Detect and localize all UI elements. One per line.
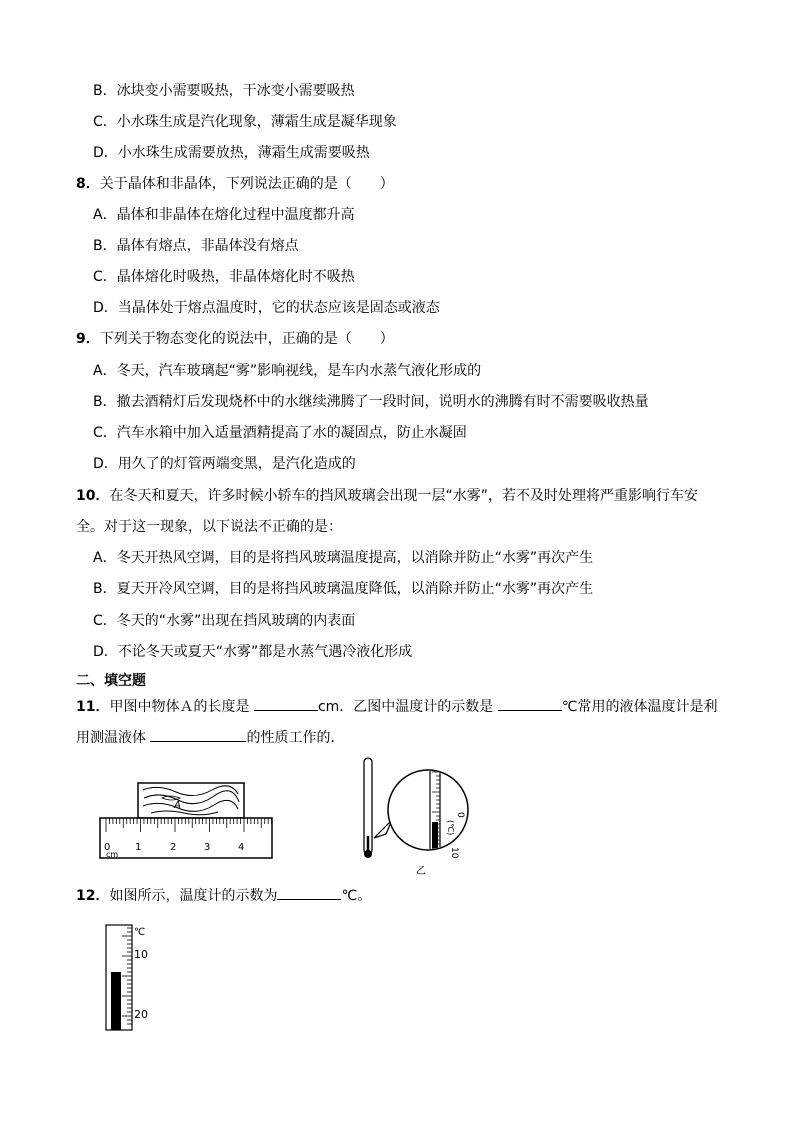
thermo-unit: (℃) — [446, 820, 455, 836]
unit-label: ℃ — [134, 927, 146, 938]
answer-blank-temperature[interactable] — [498, 696, 562, 711]
question-text: 的性质工作的． — [246, 730, 345, 746]
question-text: ℃常用的液体温度计是利 — [561, 699, 718, 715]
thermometer-scale-figure — [92, 920, 172, 1035]
question-stem: 下列关于物态变化的说法中，正确的是（ ） — [99, 331, 394, 347]
question-text: cm．乙图中温度计的示数是 — [317, 699, 498, 715]
answer-blank-reading[interactable] — [277, 885, 341, 900]
question-stem: 关于晶体和非晶体，下列说法正确的是（ ） — [99, 176, 394, 192]
object-label: A — [174, 800, 181, 811]
question-text: 用测温液体 — [76, 730, 151, 746]
question-12 — [76, 885, 371, 905]
question-stem: 在冬天和夏天，许多时候小轿车的挡风玻璃会出现一层“水雾”，若不及时处理将严重影响行车安 — [109, 488, 698, 504]
tick-label-20: 20 — [134, 1008, 148, 1021]
q10-option-d: D．不论冬天或夏天“水雾”都是水蒸气遇冷液化形成 — [93, 644, 413, 660]
ruler — [100, 818, 272, 859]
q7-option-b: B．冰块变小需要吸热，干冰变小需要吸热 — [93, 83, 355, 99]
ruler-label-3: 3 — [204, 842, 211, 853]
q7-option-c: C．小水珠生成是汽化现象，薄霜生成是凝华现象 — [93, 114, 397, 130]
ruler-label-4: 4 — [238, 842, 245, 853]
ruler-unit: cm — [106, 850, 119, 859]
q8-option-a: A．晶体和非晶体在熔化过程中温度都升高 — [93, 207, 355, 223]
question-10 — [76, 487, 698, 505]
magnified-view — [388, 770, 468, 850]
question-11-line2 — [76, 727, 344, 747]
question-number: 9． — [76, 331, 100, 347]
liquid-column — [432, 822, 438, 856]
question-9 — [76, 330, 394, 348]
q9-option-a: A．冬天，汽车玻璃起“雾”影响视线，是车内水蒸气液化形成的 — [93, 363, 482, 379]
thermo-tick-0: 0 — [455, 812, 465, 818]
q8-option-b: B．晶体有熔点，非晶体没有熔点 — [93, 238, 299, 254]
ruler-label-1: 1 — [135, 842, 142, 853]
q8-option-d: D．当晶体处于熔点温度时，它的状态应该是固态或液态 — [93, 300, 440, 316]
object-a — [138, 783, 244, 818]
question-8 — [76, 175, 394, 193]
ruler-figure — [96, 778, 276, 862]
question-number: 10． — [76, 488, 110, 504]
q8-option-c: C．晶体熔化时吸热，非晶体熔化时不吸热 — [93, 269, 355, 285]
q10-option-b: B．夏天开冷风空调，目的是将挡风玻璃温度降低，以消除并防止“水雾”再次产生 — [93, 581, 594, 597]
q9-option-d: D．用久了的灯管两端变黑，是汽化造成的 — [93, 456, 356, 472]
answer-blank-property[interactable] — [150, 727, 246, 742]
section-heading: 二、填空题 — [76, 673, 146, 689]
tick-label-10: 10 — [134, 948, 148, 961]
question-text: ℃。 — [341, 888, 372, 904]
question-11 — [76, 696, 717, 716]
answer-blank-length[interactable] — [254, 696, 318, 711]
thermometer-figure — [350, 752, 470, 877]
liquid-column — [111, 972, 121, 1030]
question-number: 12． — [76, 888, 110, 904]
question-10-stem-line2: 全。对于这一现象，以下说法不正确的是： — [76, 519, 342, 535]
question-number: 8． — [76, 176, 100, 192]
q7-option-d: D．小水珠生成需要放热，薄霜生成需要吸热 — [93, 145, 370, 161]
q10-option-a: A．冬天开热风空调，目的是将挡风玻璃温度提高，以消除并防止“水雾”再次产生 — [93, 550, 594, 566]
q10-option-c: C．冬天的“水雾”出现在挡风玻璃的内表面 — [93, 613, 356, 629]
figure-label: 乙 — [416, 866, 426, 877]
question-text: 甲图中物体Ａ的长度是 — [109, 699, 254, 715]
question-number: 11． — [76, 699, 110, 715]
q9-option-b: B．撤去酒精灯后发现烧杯中的水继续沸腾了一段时间，说明水的沸腾有时不需要吸收热量 — [93, 394, 649, 410]
ruler-label-2: 2 — [170, 842, 177, 853]
thermo-tick-10: 10 — [449, 847, 459, 859]
ruler-label-0: 0 — [104, 842, 111, 853]
question-stem: 如图所示，温度计的示数为 — [109, 888, 278, 904]
q9-option-c: C．汽车水箱中加入适量酒精提高了水的凝固点，防止水凝固 — [93, 425, 467, 441]
